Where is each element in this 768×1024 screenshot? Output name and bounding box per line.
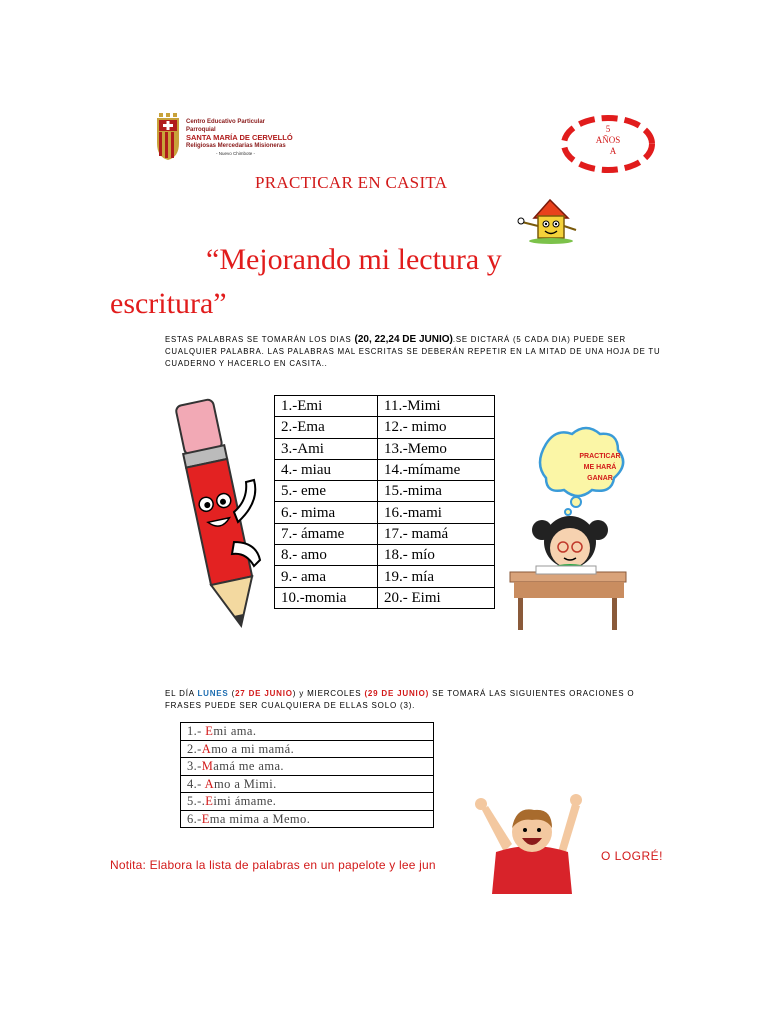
- instructions-details: .SE DICTARÁ (5 CADA DIA) PUEDE SER CUALQUIER PALABRA. LAS PALABRAS MAL ESCRITAS SE DEBERÁN REPETIR EN LA MITAD DE UNA HOJA DE TU CUADERNO Y HACERLO EN CASITA..: [165, 335, 661, 368]
- sentence-rest: ma mima a Memo.: [209, 811, 311, 826]
- word-cell: 17.- mamá: [378, 523, 495, 544]
- word-row: [275, 502, 495, 523]
- word-row: [275, 459, 495, 480]
- house-mascot-icon: [514, 190, 580, 244]
- sentence-rest: mo a Mimi.: [214, 776, 277, 791]
- badge-section: A: [609, 146, 617, 156]
- word-cell: 3.-Ami: [275, 438, 378, 459]
- sentence-prefix: 1.-: [187, 724, 206, 739]
- word-cell: 1.-Emi: [275, 396, 378, 417]
- word-cell: 6.- mima: [275, 502, 378, 523]
- instructions-intro: ESTAS PALABRAS SE TOMARÁN LOS DIAS: [165, 335, 355, 344]
- word-cell: 16.-mami: [378, 502, 495, 523]
- word-list-table: [274, 395, 495, 609]
- word-row: [275, 545, 495, 566]
- sentence-prefix: 3.-: [187, 759, 202, 774]
- sentence-cell: [181, 723, 434, 741]
- sentence-cell: [181, 793, 434, 811]
- pencil-mascot-icon: [168, 392, 268, 634]
- sentence-cap: A: [204, 776, 215, 791]
- word-cell: 15.-mima: [378, 481, 495, 502]
- cloud-line-2: ME HARÁ: [583, 464, 617, 471]
- sentence-rest: amá me ama.: [213, 759, 284, 774]
- word-cell: 7.- ámame: [275, 523, 378, 544]
- sentence-row: [181, 775, 434, 793]
- sentence-instructions: [165, 688, 665, 712]
- word-row: [275, 396, 495, 417]
- word-cell: 20.- Eimi: [378, 587, 495, 608]
- sentence-cap: E: [205, 724, 214, 739]
- logo-line-2: SANTA MARÍA DE CERVELLÓ: [186, 133, 293, 142]
- word-row: [275, 566, 495, 587]
- dictation-dates: (20, 22,24 DE JUNIO): [354, 334, 453, 345]
- sentence-cap: E: [205, 794, 214, 809]
- logo-line-1: Centro Educativo Particular Parroquial: [186, 119, 266, 133]
- word-row: [275, 481, 495, 502]
- logo-line-4: - Nuevo Chimbote -: [216, 151, 256, 156]
- word-row: [275, 417, 495, 438]
- word-cell: 13.-Memo: [378, 438, 495, 459]
- sentence-row: [181, 740, 434, 758]
- instr-text-3: ) y MIERCOLES: [292, 689, 365, 698]
- word-cell: 5.- eme: [275, 481, 378, 502]
- word-cell: 11.-Mimi: [378, 396, 495, 417]
- instr-text-4: SE TOMARÁ LAS SIGUIENTES ORACIONES O FRASES PUEDE SER CUALQUIERA DE ELLAS SOLO (3).: [165, 689, 635, 710]
- sentence-row: [181, 793, 434, 811]
- word-row: [275, 523, 495, 544]
- instr-text-2: (: [228, 689, 236, 698]
- word-cell: 12.- mimo: [378, 417, 495, 438]
- word-cell: 18.- mío: [378, 545, 495, 566]
- sentence-rest: imi ámame.: [213, 794, 277, 809]
- sentence-prefix: 2.-: [187, 741, 202, 756]
- word-cell: 2.-Ema: [275, 417, 378, 438]
- word-cell: 10.-momia: [275, 587, 378, 608]
- sentence-table: [180, 722, 434, 828]
- sentence-row: [181, 758, 434, 776]
- word-cell: 9.- ama: [275, 566, 378, 587]
- sentence-row: [181, 723, 434, 741]
- day-monday: LUNES: [197, 689, 229, 698]
- school-name: [186, 118, 296, 158]
- word-cell: 14.-mímame: [378, 459, 495, 480]
- sentence-rest: mi ama.: [213, 724, 257, 739]
- word-cell: 8.- amo: [275, 545, 378, 566]
- sentence-cell: [181, 775, 434, 793]
- date-monday: 27 DE JUNIO: [235, 689, 293, 698]
- cloud-line-3: GANAR: [587, 475, 613, 482]
- word-row: [275, 438, 495, 459]
- sentence-rest: mo a mi mamá.: [211, 741, 295, 756]
- class-badge-text: [560, 124, 656, 157]
- sentence-row: [181, 810, 434, 828]
- sentence-prefix: 4.-: [187, 776, 205, 791]
- sentence-cell: [181, 810, 434, 828]
- sentence-prefix: 5.-.: [187, 794, 206, 809]
- badge-age-word: AÑOS: [595, 135, 621, 145]
- word-cell: 4.- miau: [275, 459, 378, 480]
- cloud-line-1: PRACTICAR: [579, 453, 621, 460]
- note-ending: O LOGRÉ!: [601, 849, 664, 863]
- main-title: “Mejorando mi lectura y escritura”: [110, 243, 502, 320]
- school-shield-logo: [156, 113, 180, 161]
- sentence-cap: E: [201, 811, 210, 826]
- instr-text-1: EL DÍA: [165, 689, 198, 698]
- word-row: [275, 587, 495, 608]
- sentence-prefix: 6.-: [187, 811, 202, 826]
- sentence-cap: A: [201, 741, 212, 756]
- dictation-instructions: [165, 334, 665, 370]
- sentence-cap: M: [201, 759, 214, 774]
- cloud-message: [560, 451, 640, 484]
- badge-age-number: 5: [605, 124, 611, 134]
- date-wednesday: (29 DE JUNIO): [364, 689, 430, 698]
- practice-title: PRACTICAR EN CASITA: [255, 173, 448, 192]
- happy-boy-icon: [468, 790, 594, 894]
- sentence-cell: [181, 758, 434, 776]
- word-cell: 19.- mía: [378, 566, 495, 587]
- logo-line-3: Religiosas Mercedarias Misioneras: [186, 143, 286, 149]
- sentence-cell: [181, 740, 434, 758]
- note-text: Notita: Elabora la lista de palabras en un papelote y lee jun: [110, 858, 436, 872]
